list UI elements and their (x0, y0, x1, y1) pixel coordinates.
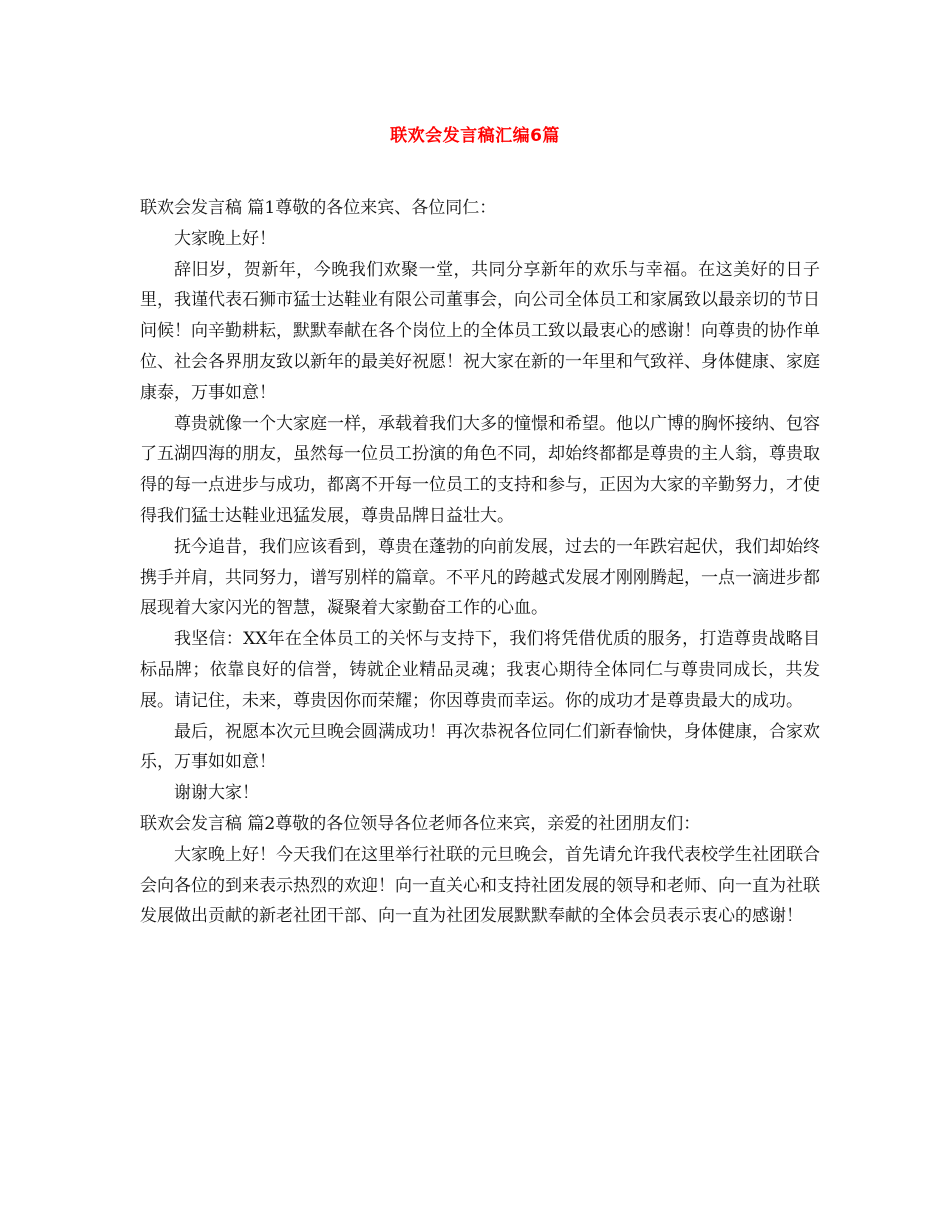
paragraph: 谢谢大家！ (174, 783, 259, 804)
paragraph: 大家晚上好！今天我们在这里举行社联的元旦晚会，首先请允许我代表校学生社团联合会向各位的到来表示热烈的欢迎！向一直关心和支持社团发展的领导和老师、向一直为社联发展做出贡献的新老社团干部、向一直为社团发展默默奉献的全体会员表示衷心的感谢！ (140, 844, 820, 927)
document-title: 联欢会发言稿汇编6篇 (390, 126, 560, 146)
paragraph: 最后，祝愿本次元旦晚会圆满成功！再次恭祝各位同仁们新春愉快，身体健康，合家欢乐，万事如如意！ (140, 721, 820, 773)
paragraph: 我坚信：XX年在全体员工的关怀与支持下，我们将凭借优质的服务，打造尊贵战略目标品牌；依靠良好的信誉，铸就企业精品灵魂；我衷心期待全体同仁与尊贵同成长，共发展。请记住，未来，尊贵因你而荣耀；你因尊贵而幸运。你的成功才是尊贵最大的成功。 (140, 629, 820, 711)
section-heading-1: 联欢会发言稿 篇1尊敬的各位来宾、各位同仁： (140, 198, 497, 218)
paragraph: 抚今追昔，我们应该看到，尊贵在蓬勃的向前发展，过去的一年跌宕起伏，我们却始终携手并肩，共同努力，谱写别样的篇章。不平凡的跨越式发展才刚刚腾起，一点一滴进步都展现着大家闪光的智慧，凝聚着大家勤奋工作的心血。 (140, 536, 820, 619)
paragraph: 大家晚上好！ (174, 228, 276, 249)
document-body (140, 193, 820, 932)
paragraph: 辞旧岁，贺新年，今晚我们欢聚一堂，共同分享新年的欢乐与幸福。在这美好的日子里，我谨代表石狮市猛士达鞋业有限公司董事会，向公司全体员工和家属致以最亲切的节日问候！向辛勤耕耘，默默奉献在各个岗位上的全体员工致以最衷心的感谢！向尊贵的协作单位、社会各界朋友致以新年的最美好祝愿！祝大家在新的一年里和气致祥、身体健康、家庭康泰，万事如意！ (140, 259, 820, 403)
paragraph: 尊贵就像一个大家庭一样，承载着我们大多的憧憬和希望。他以广博的胸怀接纳、包容了五湖四海的朋友，虽然每一位员工扮演的角色不同，却始终都都是尊贵的主人翁，尊贵取得的每一点进步与成功，都离不开每一位员工的支持和参与，正因为大家的辛勤努力，才使得我们猛士达鞋业迅猛发展，尊贵品牌日益壮大。 (140, 413, 820, 526)
section-heading-2: 联欢会发言稿 篇2尊敬的各位领导各位老师各位来宾，亲爱的社团朋友们： (140, 813, 701, 834)
